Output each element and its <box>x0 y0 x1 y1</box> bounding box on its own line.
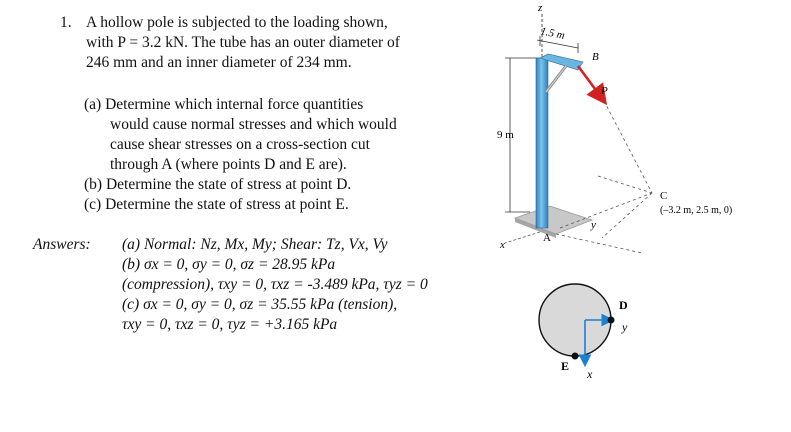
x-axis <box>505 232 540 243</box>
answers-label: Answers: <box>33 236 91 253</box>
arm-dim-label: 1.5 m <box>539 25 566 43</box>
answer-c: (c) σx = 0, σy = 0, σz = 35.55 kPa (tension), <box>122 296 398 313</box>
x-axis-label: x <box>500 239 505 251</box>
z-axis-label: z <box>538 2 543 14</box>
point-p-label: P <box>601 85 608 97</box>
line-of-action <box>604 101 652 193</box>
height-dim-label: 9 m <box>497 129 514 141</box>
stem-line-3: 246 mm and an inner diameter of 234 mm. <box>86 54 352 71</box>
y-axis-label: y <box>591 219 596 231</box>
point-a-label: A <box>543 232 551 244</box>
section-x-label: x <box>587 367 593 381</box>
point-c-label: C <box>660 190 668 202</box>
pole-shaft <box>536 58 548 228</box>
part-b: (b) Determine the state of stress at point D. <box>84 176 352 193</box>
answer-b-cont: (compression), τxy = 0, τxz = -3.489 kPa, τyz = 0 <box>122 276 428 293</box>
part-a-line-4: through A (where points D and E are). <box>110 156 347 173</box>
stem-line-1: A hollow pole is subjected to the loading shown, <box>86 14 388 31</box>
point-d-label: D <box>619 298 628 312</box>
arm-dimension <box>537 25 578 53</box>
point-e-dot <box>572 353 579 360</box>
point-e-label: E <box>561 359 570 373</box>
point-b-label: B <box>592 51 599 63</box>
part-a-line-2: would cause normal stresses and which would <box>110 116 397 133</box>
part-a-line-1: (a) Determine which internal force quantities <box>84 96 364 113</box>
answer-b: (b) σx = 0, σy = 0, σz = 28.95 kPa <box>122 256 336 273</box>
base-plate <box>515 206 592 234</box>
section-y-label: y <box>622 320 628 334</box>
point-d-dot <box>608 317 615 324</box>
part-a-line-3: cause shear stresses on a cross-section cut <box>110 136 370 153</box>
stem-line-2: with P = 3.2 kN. The tube has an outer diameter of <box>86 34 400 51</box>
part-c: (c) Determine the state of stress at point E. <box>84 196 349 213</box>
answer-c-cont: τxy = 0, τxz = 0, τyz = +3.165 kPa <box>122 316 338 333</box>
answer-a: (a) Normal: Nz, Mx, My; Shear: Tz, Vx, Vy <box>122 236 388 253</box>
point-c-coords: (–3.2 m, 2.5 m, 0) <box>660 205 733 216</box>
problem-number: 1. <box>60 14 72 31</box>
height-dimension <box>497 58 540 212</box>
